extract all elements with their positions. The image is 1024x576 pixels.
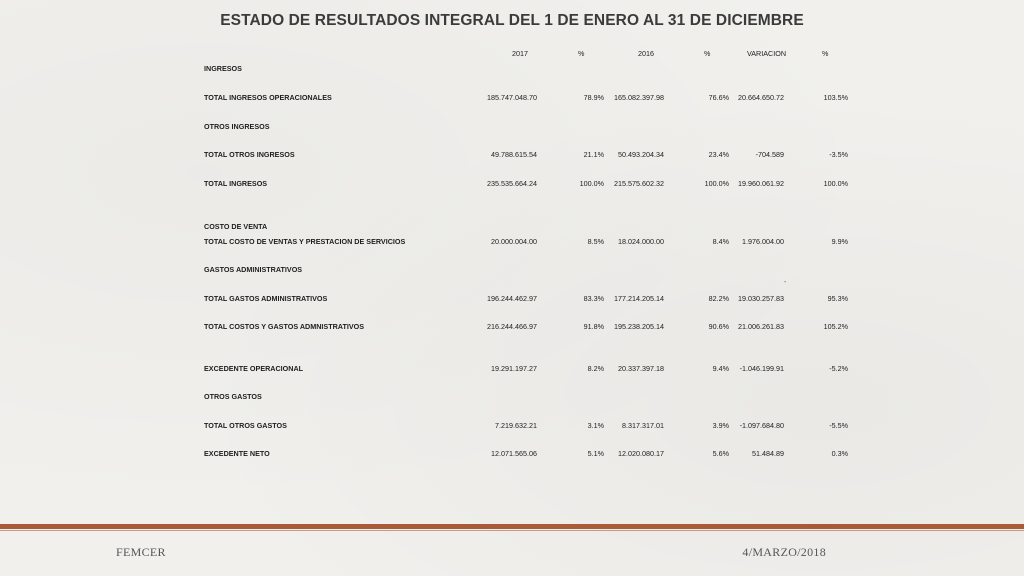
pct-2017: 78.9%: [583, 93, 604, 102]
value-2016: 18.024.000.00: [618, 237, 664, 246]
header-pct-2016: %: [704, 49, 711, 58]
pct-2017: 8.5%: [587, 237, 604, 246]
value-2017: 7.219.632.21: [495, 421, 537, 430]
pct-variacion: -3.5%: [829, 150, 848, 159]
row-label: TOTAL GASTOS ADMINISTRATIVOS: [204, 294, 328, 303]
footer-bar-line: [0, 530, 1024, 531]
table-row: [0, 322, 1024, 334]
pct-variacion: -5.5%: [829, 421, 848, 430]
value-2017: 185.747.048.70: [487, 93, 537, 102]
footer-bar: [0, 524, 1024, 529]
row-label: OTROS GASTOS: [204, 392, 262, 401]
value-2016: 195.238.205.14: [614, 322, 664, 331]
table-row: [0, 294, 1024, 306]
value-2017: 12.071.565.06: [491, 449, 537, 458]
row-label: TOTAL INGRESOS: [204, 179, 268, 188]
row-label: INGRESOS: [204, 64, 242, 73]
value-2016: 165.082.397.98: [614, 93, 664, 102]
value-variacion: 51.484.89: [752, 449, 784, 458]
pct-2016: 5.6%: [712, 449, 729, 458]
header-pct-2017: %: [578, 49, 585, 58]
row-label: COSTO DE VENTA: [204, 222, 268, 231]
table-row: [0, 364, 1024, 376]
value-2017: 235.535.664.24: [487, 179, 537, 188]
value-2016: 12.020.080.17: [618, 449, 664, 458]
row-label: TOTAL INGRESOS OPERACIONALES: [204, 93, 332, 102]
header-variacion: VARIACION: [747, 49, 787, 58]
pct-2017: 8.2%: [587, 364, 604, 373]
dash-mark: -: [784, 279, 787, 286]
pct-variacion: 95.3%: [827, 294, 848, 303]
pct-2016: 90.6%: [708, 322, 729, 331]
row-label: TOTAL OTROS GASTOS: [204, 421, 287, 430]
value-2016: 215.575.602.32: [614, 179, 664, 188]
pct-2017: 83.3%: [583, 294, 604, 303]
row-label: TOTAL COSTOS Y GASTOS ADMNISTRATIVOS: [204, 322, 365, 331]
table-row: [0, 392, 1024, 404]
value-variacion: 19.030.257.83: [738, 294, 784, 303]
page-title: ESTADO DE RESULTADOS INTEGRAL DEL 1 DE ENERO AL 31 DE DICIEMBRE: [220, 12, 804, 29]
row-label: EXCEDENTE OPERACIONAL: [204, 364, 304, 373]
value-2017: 196.244.462.97: [487, 294, 537, 303]
value-2017: 216.244.466.97: [487, 322, 537, 331]
value-variacion: 20.664.650.72: [738, 93, 784, 102]
table-row: [0, 179, 1024, 191]
table-row: [0, 64, 1024, 76]
pct-variacion: 0.3%: [831, 449, 848, 458]
pct-2016: 3.9%: [712, 421, 729, 430]
row-label: GASTOS ADMINISTRATIVOS: [204, 265, 303, 274]
row-label: TOTAL COSTO DE VENTAS Y PRESTACION DE SERVICIOS: [204, 237, 406, 246]
table-row: [0, 421, 1024, 433]
pct-2017: 100.0%: [579, 179, 604, 188]
pct-variacion: 103.5%: [823, 93, 848, 102]
pct-2017: 3.1%: [587, 421, 604, 430]
row-label: OTROS INGRESOS: [204, 122, 270, 131]
header-2017: 2017: [512, 49, 528, 58]
table-row: [0, 449, 1024, 461]
pct-variacion: 9.9%: [831, 237, 848, 246]
pct-2016: 8.4%: [712, 237, 729, 246]
value-2017: 49.788.615.54: [491, 150, 537, 159]
header-pct-variacion: %: [822, 49, 829, 58]
pct-variacion: -5.2%: [829, 364, 848, 373]
footer-left: FEMCER: [116, 545, 166, 559]
pct-2016: 100.0%: [704, 179, 729, 188]
pct-2016: 76.6%: [708, 93, 729, 102]
table-row: [0, 222, 1024, 234]
table-row: [0, 265, 1024, 277]
value-variacion: -1.046.199.91: [739, 364, 784, 373]
value-2016: 50.493.204.34: [618, 150, 664, 159]
pct-2016: 82.2%: [708, 294, 729, 303]
pct-2016: 23.4%: [708, 150, 729, 159]
value-variacion: 1.976.004.00: [742, 237, 784, 246]
pct-variacion: 100.0%: [823, 179, 848, 188]
pct-2017: 21.1%: [583, 150, 604, 159]
value-2016: 20.337.397.18: [618, 364, 664, 373]
row-label: TOTAL OTROS INGRESOS: [204, 150, 295, 159]
row-label: EXCEDENTE NETO: [204, 449, 270, 458]
value-2017: 20.000.004.00: [491, 237, 537, 246]
value-variacion: -1.097.684.80: [739, 421, 784, 430]
table-row: [0, 237, 1024, 249]
pct-2016: 9.4%: [712, 364, 729, 373]
value-2017: 19.291.197.27: [491, 364, 537, 373]
value-2016: 8.317.317.01: [622, 421, 664, 430]
table-row: [0, 150, 1024, 162]
pct-variacion: 105.2%: [823, 322, 848, 331]
header-2016: 2016: [638, 49, 654, 58]
footer-right: 4/MARZO/2018: [742, 545, 826, 559]
value-variacion: 19.960.061.92: [738, 179, 784, 188]
value-2016: 177.214.205.14: [614, 294, 664, 303]
pct-2017: 5.1%: [587, 449, 604, 458]
value-variacion: -704.589: [755, 150, 784, 159]
value-variacion: 21.006.261.83: [738, 322, 784, 331]
table-row: [0, 122, 1024, 134]
table-row: [0, 93, 1024, 105]
table-header: [0, 49, 1024, 61]
pct-2017: 91.8%: [583, 322, 604, 331]
